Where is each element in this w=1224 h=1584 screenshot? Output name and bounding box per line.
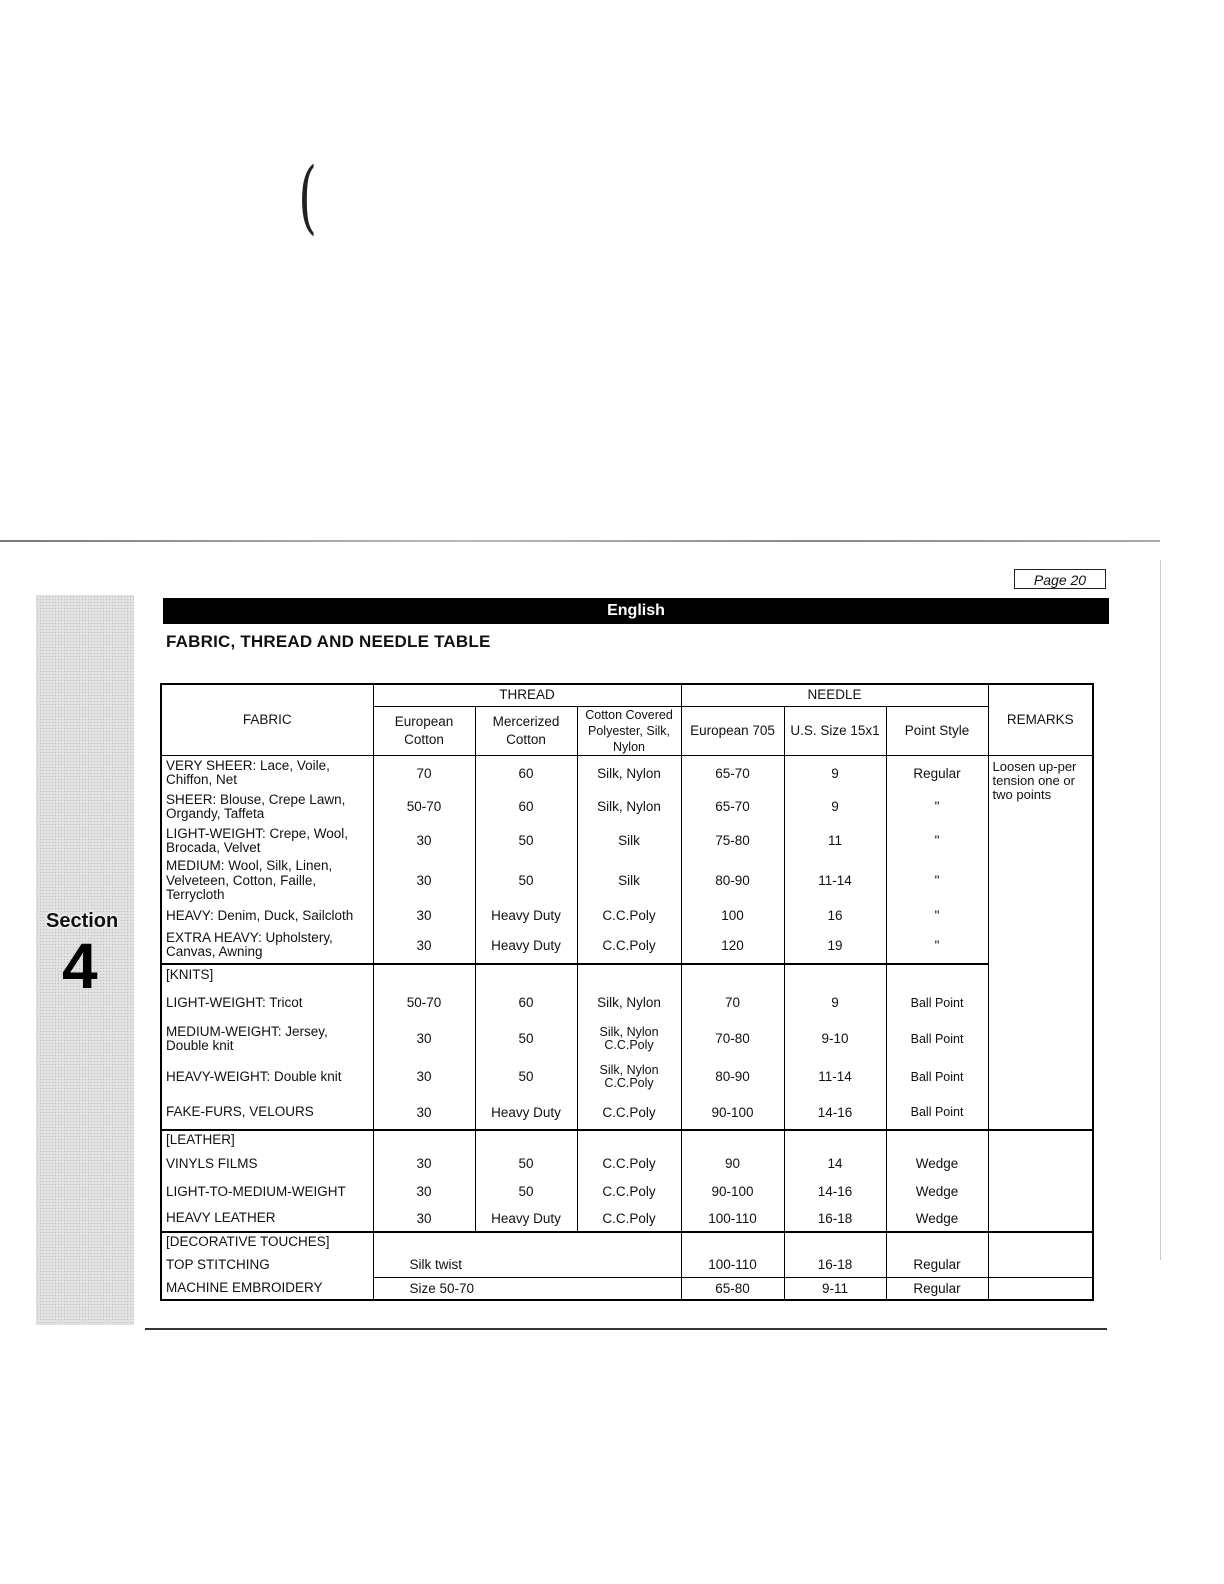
cell-mercerized-cotton: Heavy Duty <box>475 904 577 928</box>
section-label: Section <box>46 910 119 932</box>
table-row <box>161 1096 1093 1130</box>
cell-thread-spec: Silk twist <box>373 1252 681 1278</box>
cell-european-cotton: 30 <box>373 1096 475 1130</box>
header-needle: NEEDLE <box>681 684 988 706</box>
cell-us-size: 14-16 <box>784 1096 886 1130</box>
table-row <box>161 1058 1093 1096</box>
fabric-cell: VERY SHEER: Lace, Voile, Chiffon, Net <box>166 757 330 787</box>
page-number-box: Page 20 <box>1014 569 1106 589</box>
cell-us-size: 11-14 <box>784 1058 886 1096</box>
cell-cotton-covered: C.C.Poly <box>577 1178 681 1206</box>
remarks-cell: Loosen up-per tension one or two points <box>988 756 1093 964</box>
table-row <box>161 1278 1093 1300</box>
cell-european-705: 90 <box>681 1150 784 1178</box>
cell-european-cotton: 70 <box>373 756 475 790</box>
table-row <box>161 858 1093 904</box>
header-mercerized-cotton: Mercerized Cotton <box>475 706 577 756</box>
section-number: 4 <box>62 930 98 1002</box>
cell-cotton-covered: Silk, Nylon C.C.Poly <box>577 1058 681 1096</box>
footer-rule <box>145 1328 1107 1330</box>
group-label-row <box>161 1232 1093 1252</box>
cell-mercerized-cotton: 60 <box>475 756 577 790</box>
cell-european-705: 65-80 <box>681 1278 784 1300</box>
table-row <box>161 1206 1093 1232</box>
cell-european-cotton: 30 <box>373 904 475 928</box>
fabric-cell: VINYLS FILMS <box>166 1155 258 1171</box>
cell-point-style: Wedge <box>886 1150 988 1178</box>
cell-point-style: Wedge <box>886 1206 988 1232</box>
header-point-style: Point Style <box>886 706 988 756</box>
header-cotton-covered: Cotton Covered Polyester, Silk, Nylon <box>577 706 681 756</box>
header-thread: THREAD <box>373 684 681 706</box>
header-remarks: REMARKS <box>988 684 1093 756</box>
cell-cotton-covered: Silk <box>577 858 681 904</box>
table-row <box>161 928 1093 964</box>
cell-cotton-covered: C.C.Poly <box>577 928 681 964</box>
cell-point-style: " <box>886 928 988 964</box>
cell-point-style: " <box>886 858 988 904</box>
cell-european-705: 70-80 <box>681 1020 784 1058</box>
language-bar: English <box>163 598 1109 624</box>
page-title: FABRIC, THREAD AND NEEDLE TABLE <box>166 632 491 651</box>
cell-european-cotton: 30 <box>373 1178 475 1206</box>
cell-us-size: 19 <box>784 928 886 964</box>
cell-european-cotton: 30 <box>373 1206 475 1232</box>
cell-european-705: 70 <box>681 986 784 1020</box>
fabric-thread-needle-table <box>160 683 1094 1301</box>
cell-mercerized-cotton: 60 <box>475 790 577 824</box>
table-row <box>161 756 1093 790</box>
cell-mercerized-cotton: Heavy Duty <box>475 928 577 964</box>
cell-european-705: 100-110 <box>681 1206 784 1232</box>
cell-cotton-covered: Silk, Nylon <box>577 790 681 824</box>
cell-mercerized-cotton: 50 <box>475 858 577 904</box>
fabric-cell: LIGHT-WEIGHT: Tricot <box>166 994 303 1010</box>
cell-european-cotton: 30 <box>373 928 475 964</box>
cell-mercerized-cotton: 50 <box>475 1020 577 1058</box>
cell-point-style: " <box>886 790 988 824</box>
cell-point-style: Regular <box>886 1278 988 1300</box>
table-row <box>161 790 1093 824</box>
cell-us-size: 11 <box>784 824 886 858</box>
cell-point-style: Regular <box>886 756 988 790</box>
fabric-cell: HEAVY: Denim, Duck, Sailcloth <box>166 907 354 923</box>
cell-us-size: 9 <box>784 756 886 790</box>
table-row <box>161 1150 1093 1178</box>
cell-thread-spec: Size 50-70 <box>373 1278 681 1300</box>
table-row <box>161 1178 1093 1206</box>
header-us-size: U.S. Size 15x1 <box>784 706 886 756</box>
cell-european-cotton: 30 <box>373 1150 475 1178</box>
cell-us-size: 14 <box>784 1150 886 1178</box>
cell-european-705: 120 <box>681 928 784 964</box>
cell-cotton-covered: Silk, Nylon C.C.Poly <box>577 1020 681 1058</box>
fabric-cell: HEAVY LEATHER <box>161 1206 373 1232</box>
cell-european-705: 65-70 <box>681 756 784 790</box>
page-edge-line <box>1160 560 1161 1260</box>
cell-cotton-covered: C.C.Poly <box>577 1096 681 1130</box>
cell-cotton-covered: C.C.Poly <box>577 1150 681 1178</box>
fabric-cell: MACHINE EMBROIDERY <box>166 1280 323 1296</box>
cell-point-style: Ball Point <box>886 1020 988 1058</box>
group-label-decorative: [DECORATIVE TOUCHES] <box>166 1234 330 1250</box>
group-label-knits: [KNITS] <box>166 967 214 983</box>
header-fabric: FABRIC <box>161 684 373 756</box>
group-label-leather: [LEATHER] <box>166 1132 235 1148</box>
cell-mercerized-cotton: Heavy Duty <box>475 1096 577 1130</box>
cell-cotton-covered: Silk <box>577 824 681 858</box>
fabric-cell: LIGHT-WEIGHT: Crepe, Wool, Brocada, Velvet <box>166 825 349 855</box>
cell-european-cotton: 50-70 <box>373 986 475 1020</box>
fabric-cell: HEAVY-WEIGHT: Double knit <box>166 1068 342 1084</box>
cell-european-cotton: 30 <box>373 858 475 904</box>
cell-us-size: 9 <box>784 790 886 824</box>
cell-cotton-covered: C.C.Poly <box>577 904 681 928</box>
cell-us-size: 14-16 <box>784 1178 886 1206</box>
cell-point-style: Wedge <box>886 1178 988 1206</box>
cell-european-cotton: 30 <box>373 1058 475 1096</box>
cell-mercerized-cotton: 50 <box>475 1058 577 1096</box>
cell-point-style: Ball Point <box>886 986 988 1020</box>
cell-us-size: 16-18 <box>784 1206 886 1232</box>
cell-point-style: Regular <box>886 1252 988 1278</box>
cell-us-size: 11-14 <box>784 858 886 904</box>
fabric-cell: MEDIUM: Wool, Silk, Linen, Velveteen, Cotton, Faille, Terrycloth <box>166 858 333 902</box>
header-european-705: European 705 <box>681 706 784 756</box>
fabric-cell: TOP STITCHING <box>166 1256 270 1272</box>
cell-cotton-covered: C.C.Poly <box>577 1206 681 1232</box>
cell-point-style: Ball Point <box>886 1096 988 1130</box>
cell-point-style: " <box>886 904 988 928</box>
table-row <box>161 1020 1093 1058</box>
cell-mercerized-cotton: Heavy Duty <box>475 1206 577 1232</box>
fabric-cell: EXTRA HEAVY: Upholstery, Canvas, Awning <box>161 928 373 964</box>
cell-point-style: Ball Point <box>886 1058 988 1096</box>
fabric-cell: SHEER: Blouse, Crepe Lawn, Organdy, Taffeta <box>166 791 346 821</box>
scan-stroke-mark: ( <box>298 150 317 243</box>
cell-european-705: 80-90 <box>681 1058 784 1096</box>
cell-european-705: 80-90 <box>681 858 784 904</box>
cell-mercerized-cotton: 60 <box>475 986 577 1020</box>
cell-cotton-covered: Silk, Nylon <box>577 986 681 1020</box>
cell-european-cotton: 30 <box>373 1020 475 1058</box>
cell-us-size: 16 <box>784 904 886 928</box>
fabric-cell: LIGHT-TO-MEDIUM-WEIGHT <box>166 1183 346 1199</box>
cell-european-705: 90-100 <box>681 1178 784 1206</box>
cell-european-705: 90-100 <box>681 1096 784 1130</box>
cell-mercerized-cotton: 50 <box>475 824 577 858</box>
group-label-row <box>161 964 1093 986</box>
cell-european-705: 75-80 <box>681 824 784 858</box>
table-row <box>161 986 1093 1020</box>
cell-mercerized-cotton: 50 <box>475 1150 577 1178</box>
table-row <box>161 1252 1093 1278</box>
cell-us-size: 9-10 <box>784 1020 886 1058</box>
fabric-cell: FAKE-FURS, VELOURS <box>161 1096 373 1130</box>
cell-cotton-covered: Silk, Nylon <box>577 756 681 790</box>
cell-european-705: 100 <box>681 904 784 928</box>
cell-us-size: 9-11 <box>784 1278 886 1300</box>
cell-european-cotton: 30 <box>373 824 475 858</box>
cell-european-705: 100-110 <box>681 1252 784 1278</box>
cell-european-cotton: 50-70 <box>373 790 475 824</box>
fabric-cell: MEDIUM-WEIGHT: Jersey, Double knit <box>166 1023 328 1053</box>
cell-mercerized-cotton: 50 <box>475 1178 577 1206</box>
table-row <box>161 824 1093 858</box>
cell-us-size: 16-18 <box>784 1252 886 1278</box>
table-row <box>161 904 1093 928</box>
cell-us-size: 9 <box>784 986 886 1020</box>
scan-edge-line <box>0 540 1160 542</box>
header-european-cotton: European Cotton <box>373 706 475 756</box>
cell-point-style: " <box>886 824 988 858</box>
cell-european-705: 65-70 <box>681 790 784 824</box>
group-label-row <box>161 1130 1093 1150</box>
